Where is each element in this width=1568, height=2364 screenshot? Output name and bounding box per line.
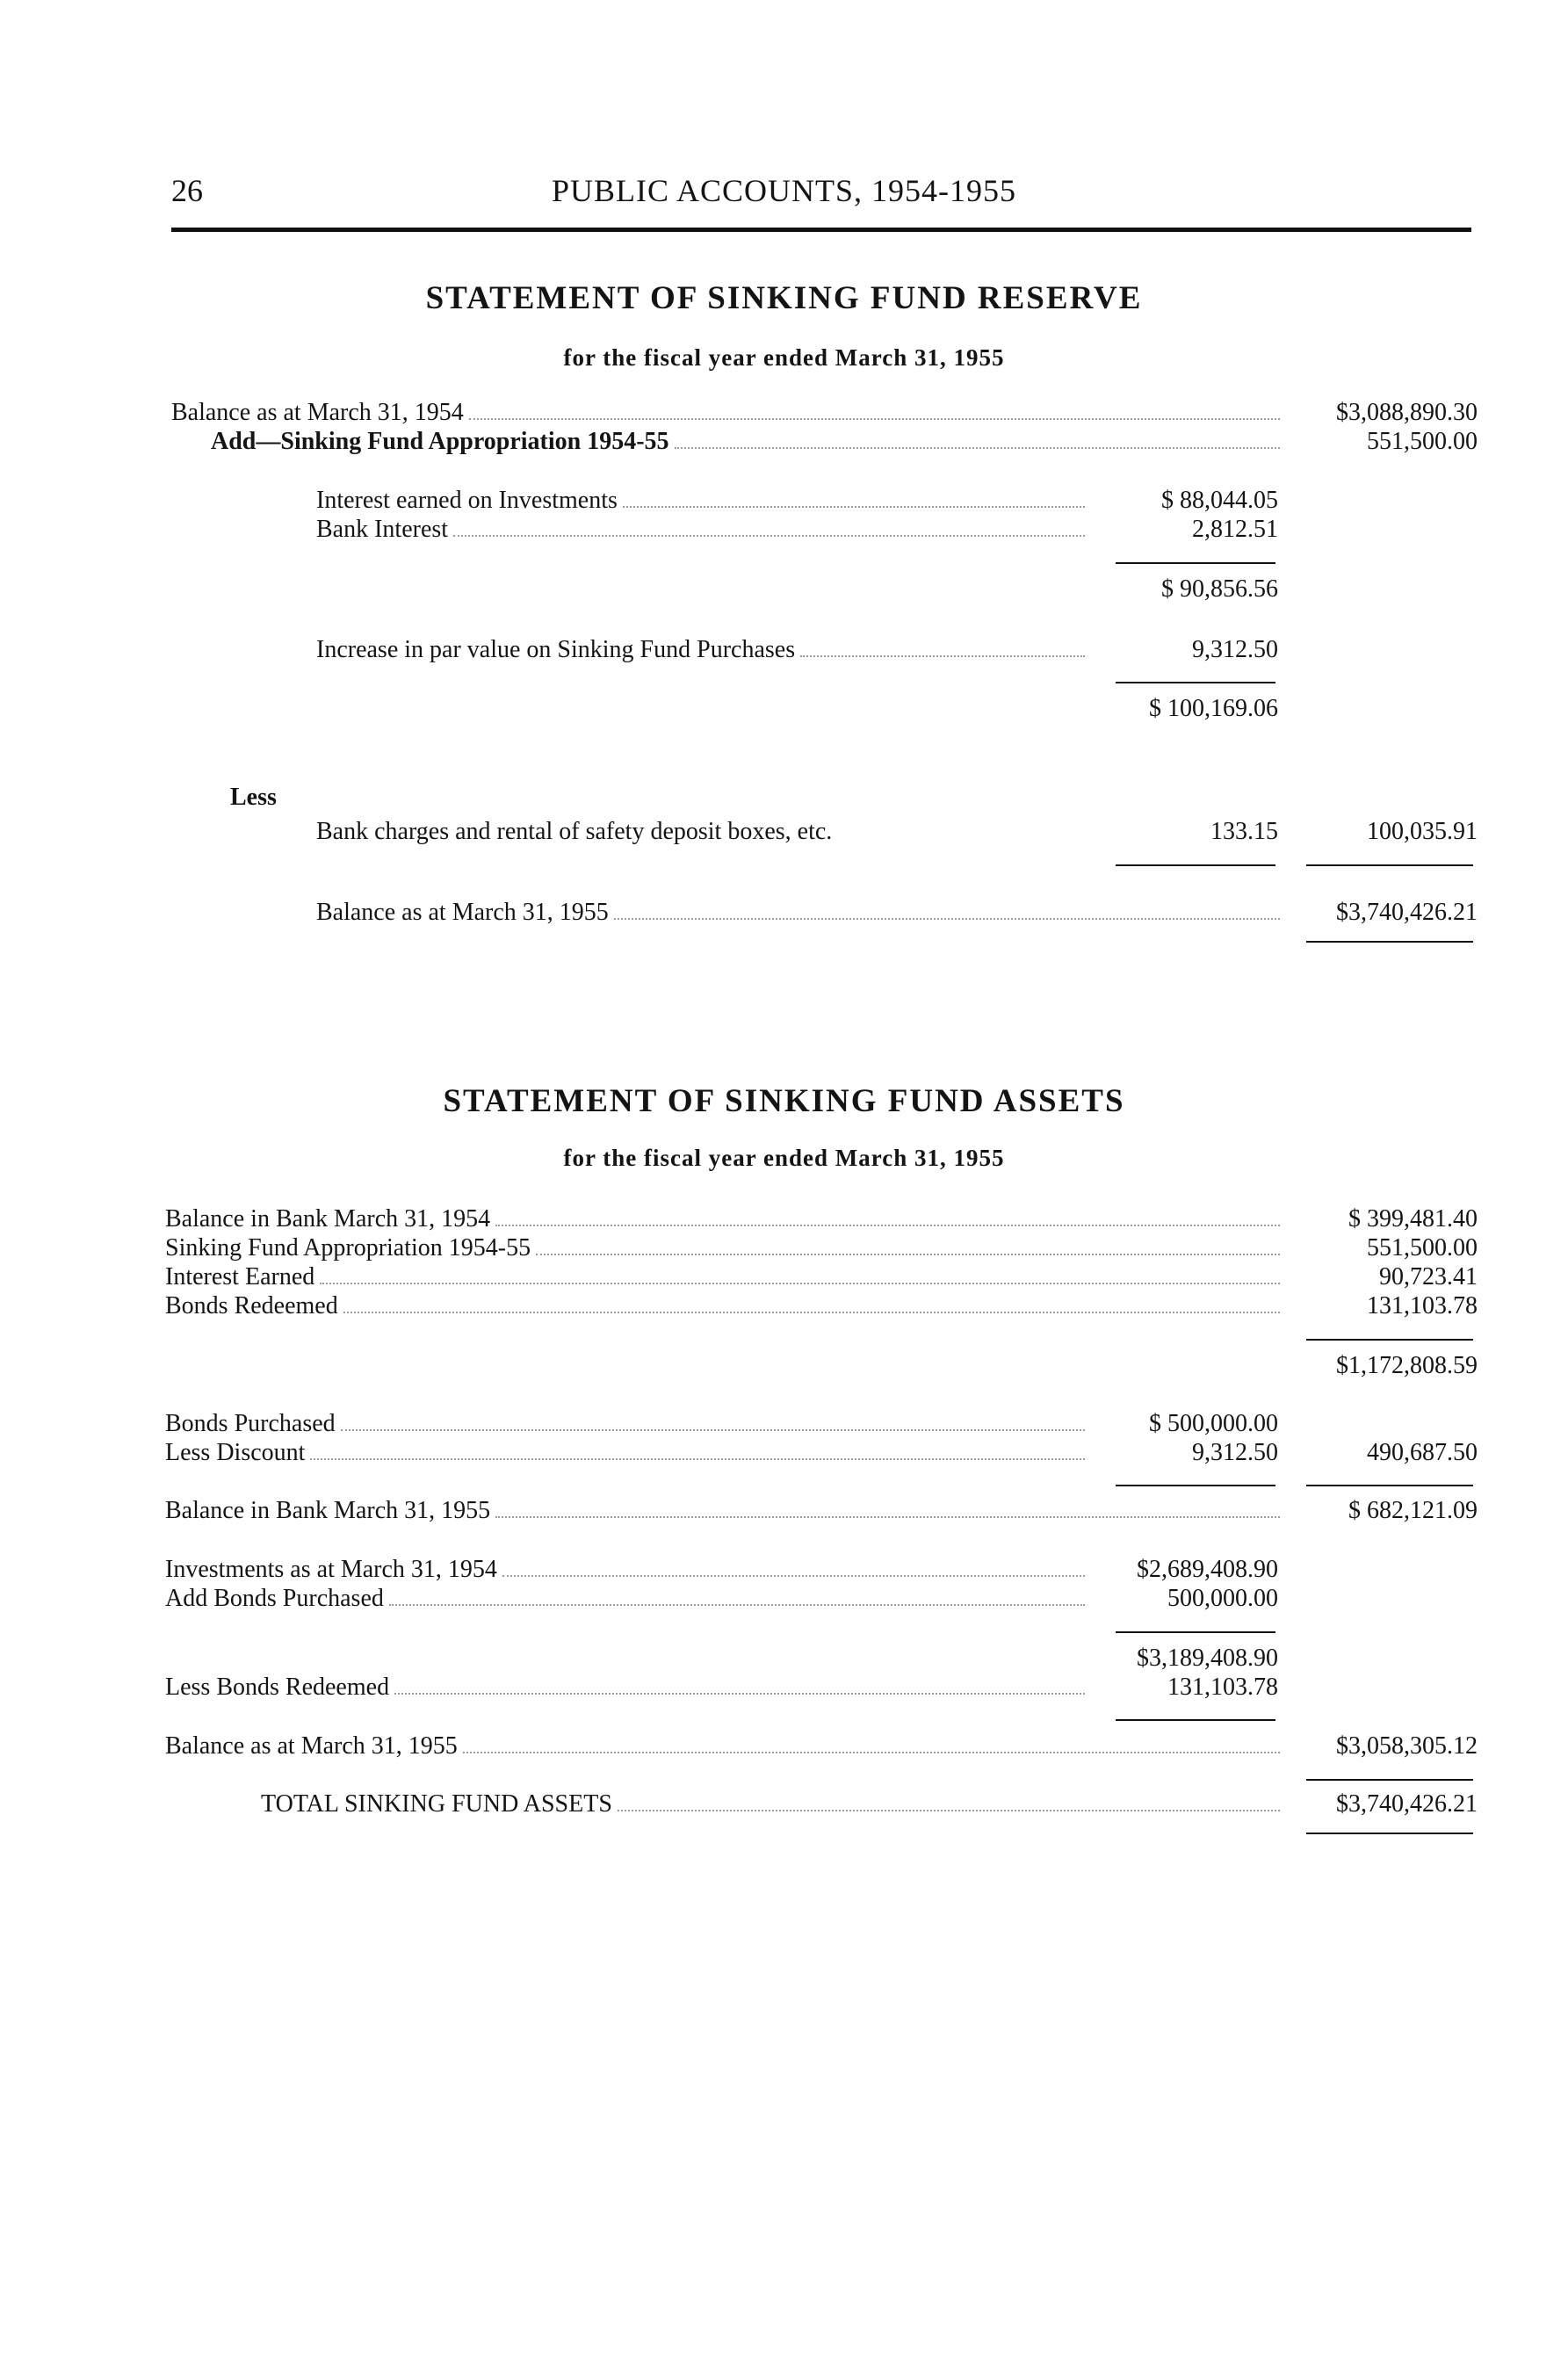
less-redeemed-row [165,1673,1085,1703]
less-discount-label: Less Discount [165,1439,306,1466]
bonds-purchased-row [165,1409,1085,1439]
less-label: Less [230,784,277,811]
reserve-appropriation-label: Add—Sinking Fund Appropriation 1954-55 [211,428,669,455]
interest-earned-row [165,1262,1280,1292]
leader-dots [389,1604,1085,1606]
add-bonds-row [165,1584,1085,1614]
charges-total: 100,035.91 [1367,818,1478,845]
assets-appropriation-label: Sinking Fund Appropriation 1954-55 [165,1234,531,1262]
sum-rule [1306,864,1473,866]
interest-earned-total: 90,723.41 [1379,1263,1478,1290]
total-rule [1306,941,1473,943]
less-discount-row [165,1438,1085,1468]
leader-dots [618,1810,1280,1811]
leader-dots [463,1752,1280,1753]
assets-subtotal: $1,172,808.59 [1336,1352,1478,1379]
leader-dots [343,1312,1280,1313]
less-redeemed-label: Less Bonds Redeemed [165,1674,390,1701]
investments-opening-label: Investments as at March 31, 1954 [165,1556,497,1583]
sum-rule [1306,1339,1473,1341]
reserve-opening-label: Balance as at March 31, 1954 [171,399,464,426]
reserve-closing-row [316,898,1280,928]
leader-dots [502,1575,1085,1577]
reserve-subtotal-2: $ 100,169.06 [1149,695,1278,722]
interest-investments-amount: $ 88,044.05 [1161,487,1278,514]
bonds-purchased-amount: $ 500,000.00 [1149,1410,1278,1437]
reserve-subheading: for the fiscal year ended March 31, 1955 [563,344,1005,371]
bank-opening-label: Balance in Bank March 31, 1954 [165,1205,491,1233]
bonds-purchased-label: Bonds Purchased [165,1410,336,1437]
assets-subheading: for the fiscal year ended March 31, 1955 [563,1145,1005,1171]
leader-dots [536,1254,1280,1255]
interest-investments-row [316,486,1085,516]
bonds-redeemed-row [165,1291,1280,1321]
charges-amount: 133.15 [1210,818,1278,845]
leader-dots [495,1225,1280,1226]
less-discount-total: 490,687.50 [1367,1439,1478,1466]
investments-subtotal: $3,189,408.90 [1137,1645,1278,1672]
assets-appropriation-total: 551,500.00 [1367,1234,1478,1262]
reserve-closing-total: $3,740,426.21 [1336,899,1478,926]
reserve-closing-label: Balance as at March 31, 1955 [316,899,609,926]
reserve-opening-row [171,398,1280,428]
investments-closing-row [165,1731,1280,1761]
leader-dots [675,447,1280,449]
reserve-opening-total: $3,088,890.30 [1336,399,1478,426]
header-rule [171,228,1471,232]
grand-total-amount: $3,740,426.21 [1336,1790,1478,1818]
bonds-redeemed-total: 131,103.78 [1367,1292,1478,1319]
bank-closing-label: Balance in Bank March 31, 1955 [165,1497,491,1524]
assets-appropriation-row [165,1233,1280,1263]
sum-rule [1306,1779,1473,1781]
leader-dots [310,1458,1085,1460]
bank-opening-total: $ 399,481.40 [1348,1205,1478,1233]
interest-investments-label: Interest earned on Investments [316,487,618,514]
add-bonds-label: Add Bonds Purchased [165,1585,384,1612]
running-title: PUBLIC ACCOUNTS, 1954-1955 [551,173,1017,208]
charges-label: Bank charges and rental of safety deposit boxes, etc. [316,818,833,845]
bank-closing-total: $ 682,121.09 [1348,1497,1478,1524]
bank-interest-amount: 2,812.51 [1192,516,1278,543]
bank-interest-row [316,515,1085,545]
bank-interest-label: Bank Interest [316,516,449,543]
investments-closing-label: Balance as at March 31, 1955 [165,1732,458,1760]
leader-dots [453,535,1085,537]
bonds-redeemed-label: Bonds Redeemed [165,1292,338,1319]
grand-total-row [261,1789,1280,1819]
sum-rule [1116,1631,1275,1633]
page-number: 26 [171,173,203,208]
par-increase-label: Increase in par value on Sinking Fund Purchases [316,636,796,663]
par-increase-amount: 9,312.50 [1192,636,1278,663]
sum-rule [1116,864,1275,866]
assets-heading: STATEMENT OF SINKING FUND ASSETS [443,1083,1125,1119]
sum-rule [1116,1719,1275,1721]
interest-earned-label: Interest Earned [165,1263,315,1290]
bank-opening-row [165,1204,1280,1234]
investments-closing-total: $3,058,305.12 [1336,1732,1478,1760]
leader-dots [469,418,1280,420]
par-increase-row [316,635,1085,665]
bank-closing-row [165,1496,1280,1526]
leader-dots [800,655,1085,657]
sum-rule [1116,562,1275,564]
sum-rule [1306,1485,1473,1486]
add-bonds-amount: 500,000.00 [1167,1585,1278,1612]
leader-dots [394,1693,1085,1695]
leader-dots [614,918,1280,920]
grand-total-label: TOTAL SINKING FUND ASSETS [261,1790,612,1818]
total-rule [1306,1833,1473,1834]
leader-dots [320,1283,1280,1284]
reserve-appropriation-row [211,427,1280,457]
less-redeemed-amount: 131,103.78 [1167,1674,1278,1701]
sum-rule [1116,682,1275,683]
reserve-heading: STATEMENT OF SINKING FUND RESERVE [425,280,1143,316]
leader-dots [495,1516,1280,1518]
investments-opening-row [165,1555,1085,1585]
leader-dots [341,1429,1085,1431]
less-discount-amount: 9,312.50 [1192,1439,1278,1466]
sum-rule [1116,1485,1275,1486]
reserve-appropriation-total: 551,500.00 [1367,428,1478,455]
investments-opening-amount: $2,689,408.90 [1137,1556,1278,1583]
leader-dots [623,506,1085,508]
reserve-subtotal-1: $ 90,856.56 [1161,575,1278,603]
